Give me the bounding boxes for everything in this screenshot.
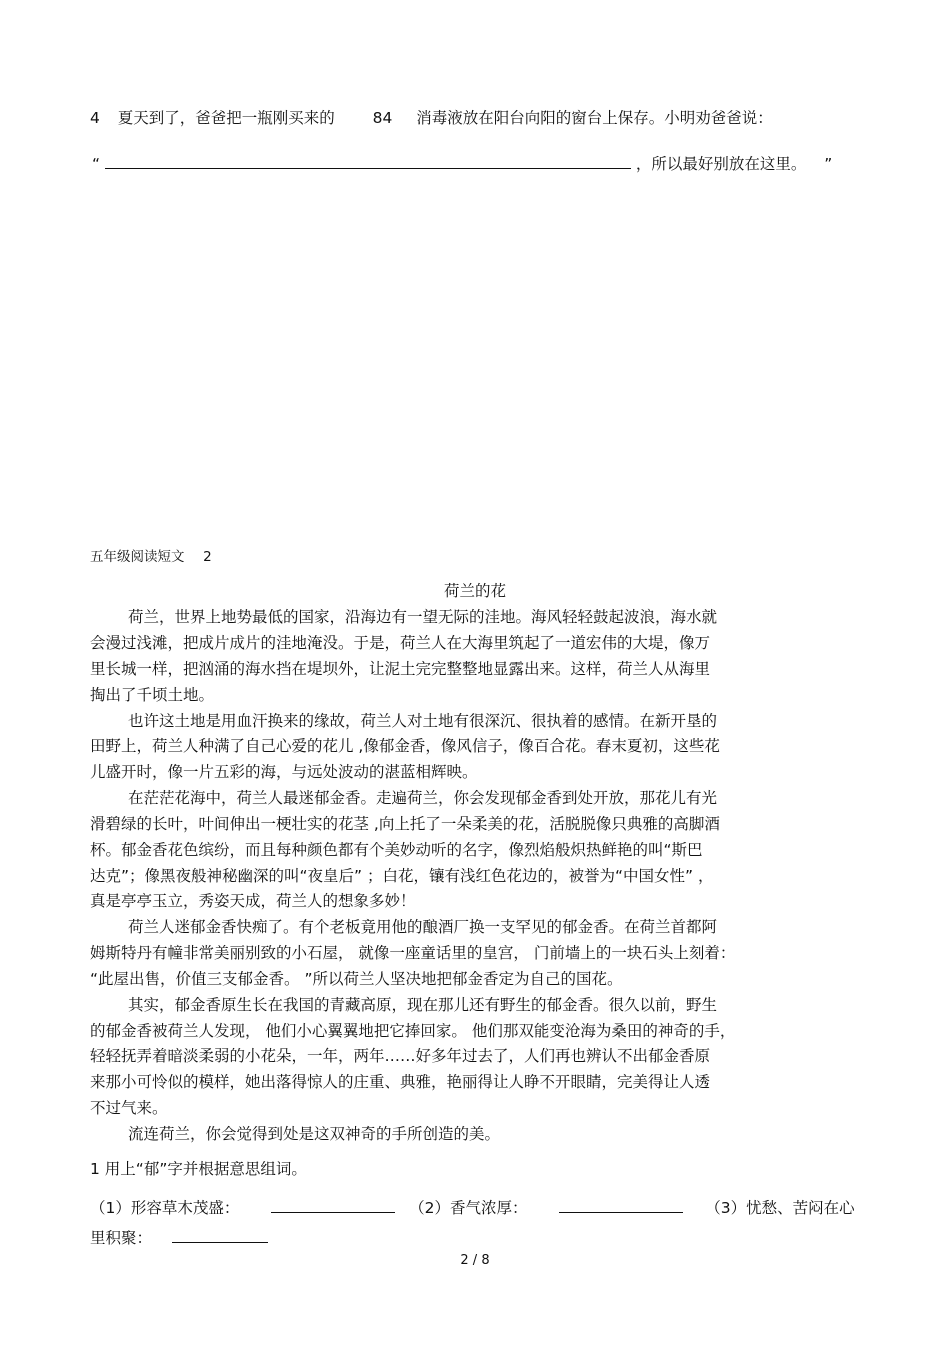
article-title: 荷兰的花 [443, 582, 506, 600]
article-line: 掏出了千顷土地。 [90, 686, 215, 704]
question-1-prompt: 1 用上“郁”字并根据意思组词。 [90, 1160, 307, 1178]
question-1-items [90, 1196, 855, 1218]
article-line: 儿盛开时，像一片五彩的海，与远处波动的湛蓝相辉映。 [90, 763, 478, 781]
question-4-number-84: 84 [372, 109, 393, 127]
article-line: 滑碧绿的长叶，叶间伸出一梗壮实的花茎 ,向上托了一朵柔美的花，活脱脱像只典雅的高脚酒 [90, 815, 720, 833]
question-1-item-1: （1）形容草木茂盛： [90, 1199, 240, 1217]
article-line: 达克”；像黑夜般神秘幽深的叫“夜皇后” ；白花，镶有浅红色花边的，被誉为“中国女性” ， [90, 867, 714, 885]
section-label-number: 2 [203, 549, 212, 565]
article-line: 里长城一样，把汹涌的海水挡在堤坝外，让泥土完完整整地显露出来。这样，荷兰人从海里 [90, 660, 711, 678]
question-4-open-quote: “ [92, 155, 101, 173]
section-label [90, 547, 212, 567]
article-line: 荷兰，世界上地势最低的国家，沿海边有一望无际的洼地。海风轻轻鼓起波浪，海水就 [128, 608, 718, 626]
question-4-text-a: 夏天到了，爸爸把一瓶刚买来的 [117, 109, 335, 127]
question-1-item-3-continued [90, 1226, 268, 1248]
article-line: 真是亭亭玉立，秀姿天成，荷兰人的想象多妙！ [90, 892, 416, 910]
article-line: 轻轻抚弄着暗淡柔弱的小花朵，一年，两年……好多年过去了，人们再也辨认不出郁金香原 [90, 1047, 711, 1065]
article-line: 会漫过浅滩，把成片成片的洼地淹没。于是，荷兰人在大海里筑起了一道宏伟的大堤，像万 [90, 634, 711, 652]
article-line: 其实，郁金香原生长在我国的青藏高原，现在那儿还有野生的郁金香。很久以前，野生 [128, 996, 718, 1014]
article-line: 在茫茫花海中，荷兰人最迷郁金香。走遍荷兰，你会发现郁金香到处开放，那花儿有光 [128, 789, 718, 807]
article-line: 荷兰人迷郁金香快痴了。有个老板竟用他的酿酒厂换一支罕见的郁金香。在荷兰首都阿 [128, 918, 718, 936]
question-4-close-quote: ” [824, 155, 833, 173]
section-label-text: 五年级阅读短文 [90, 549, 185, 565]
question-1-blank-2[interactable] [559, 1196, 683, 1213]
question-1-item-3-cont: 里积聚： [90, 1229, 153, 1247]
question-4-tail: ，所以最好别放在这里。 [635, 155, 807, 173]
article-line: 田野上，荷兰人种满了自己心爱的花儿 ,像郁金香，像风信子，像百合花。春末夏初，这些花 [90, 737, 720, 755]
question-4-number: 4 [90, 109, 100, 127]
question-1-blank-3[interactable] [172, 1226, 268, 1243]
question-1-item-2: （2）香气浓厚： [409, 1199, 528, 1217]
question-1-item-3: （3）忧愁、苦闷在心 [705, 1199, 855, 1217]
question-4-line-2 [92, 152, 832, 174]
article-line: 来那小可怜似的模样，她出落得惊人的庄重、典雅，艳丽得让人睁不开眼睛，完美得让人透 [90, 1073, 711, 1091]
article-line: 不过气来。 [90, 1099, 168, 1117]
question-1-blank-1[interactable] [271, 1196, 395, 1213]
article-line: 杯。郁金香花色缤纷，而且每种颜色都有个美妙动听的名字，像烈焰般炽热鲜艳的叫“斯巴 [90, 841, 703, 859]
article-line: “此屋出售，价值三支郁金香。 ”所以荷兰人坚决地把郁金香定为自己的国花。 [90, 970, 623, 988]
article-line: 的郁金香被荷兰人发现， 他们小心翼翼地把它捧回家。 他们那双能变沧海为桑田的神奇的手， [90, 1022, 736, 1040]
question-4-answer-blank[interactable] [105, 152, 631, 169]
question-4-line-1 [90, 108, 773, 128]
article-line: 姆斯特丹有幢非常美丽别致的小石屋， 就像一座童话里的皇宫， 门前墙上的一块石头上刻着： [90, 944, 736, 962]
page-number: 2 / 8 [460, 1253, 490, 1268]
article-line: 也许这土地是用血汗换来的缘故，荷兰人对土地有很深沉、很执着的感情。在新开垦的 [128, 712, 718, 730]
question-4-text-b: 消毒液放在阳台向阳的窗台上保存。小明劝爸爸说： [416, 109, 773, 127]
article-line: 流连荷兰，你会觉得到处是这双神奇的手所创造的美。 [128, 1125, 501, 1143]
